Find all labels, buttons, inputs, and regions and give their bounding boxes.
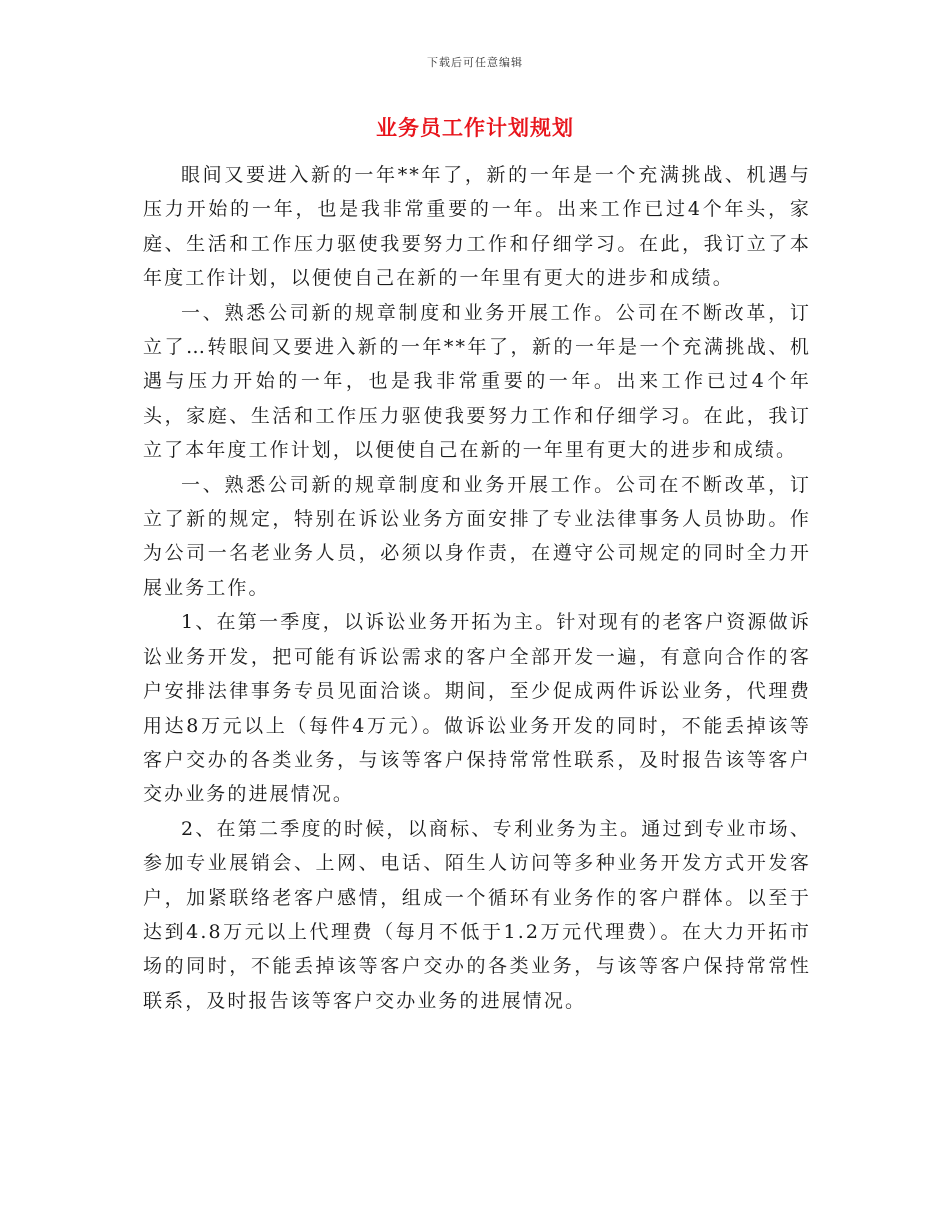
- paragraph-section-1: 一、熟悉公司新的规章制度和业务开展工作。公司在不断改革，订立了新的规定，特别在诉讼业务方面安排了专业法律事务人员协助。作为公司一名老业务人员，必须以身作责，在遵守公司规定的同时全力开展业务工作。: [143, 473, 811, 599]
- paragraph-q1-plan: 1、在第一季度，以诉讼业务开拓为主。针对现有的老客户资源做诉讼业务开发，把可能有诉讼需求的客户全部开发一遍，有意向合作的客户安排法律事务专员见面洽谈。期间，至少促成两件诉讼业务，代理费用达8万元以上（每件4万元）。做诉讼业务开发的同时，不能丢掉该等客户交办的各类业务，与该等客户保持常常性联系，及时报告该等客户交办业务的进展情况。: [143, 611, 811, 806]
- page-header-note: 下载后可任意编辑: [427, 56, 523, 69]
- document-body: [143, 158, 811, 1018]
- paragraph-q2-plan: 2、在第二季度的时候，以商标、专利业务为主。通过到专业市场、参加专业展销会、上网、电话、陌生人访问等多种业务开发方式开发客户，加紧联络老客户感情，组成一个循环有业务作的客户群体。以至于达到4.8万元以上代理费（每月不低于1.2万元代理费）。在大力开拓市场的同时，不能丢掉该等客户交办的各类业务，与该等客户保持常常性联系，及时报告该等客户交办业务的进展情况。: [143, 817, 811, 1012]
- paragraph-section-1-draft: 一、熟悉公司新的规章制度和业务开展工作。公司在不断改革，订立了…转眼间又要进入新的一年**年了，新的一年是一个充满挑战、机遇与压力开始的一年，也是我非常重要的一年。出来工作已过4个年头，家庭、生活和工作压力驱使我要努力工作和仔细学习。在此，我订立了本年度工作计划，以便使自己在新的一年里有更大的进步和成绩。: [143, 301, 811, 462]
- paragraph-intro: 眼间又要进入新的一年**年了，新的一年是一个充满挑战、机遇与压力开始的一年，也是我非常重要的一年。出来工作已过4个年头，家庭、生活和工作压力驱使我要努力工作和仔细学习。在此，我订立了本年度工作计划，以便使自己在新的一年里有更大的进步和成绩。: [143, 164, 811, 290]
- document-title: 业务员工作计划规划: [376, 115, 574, 140]
